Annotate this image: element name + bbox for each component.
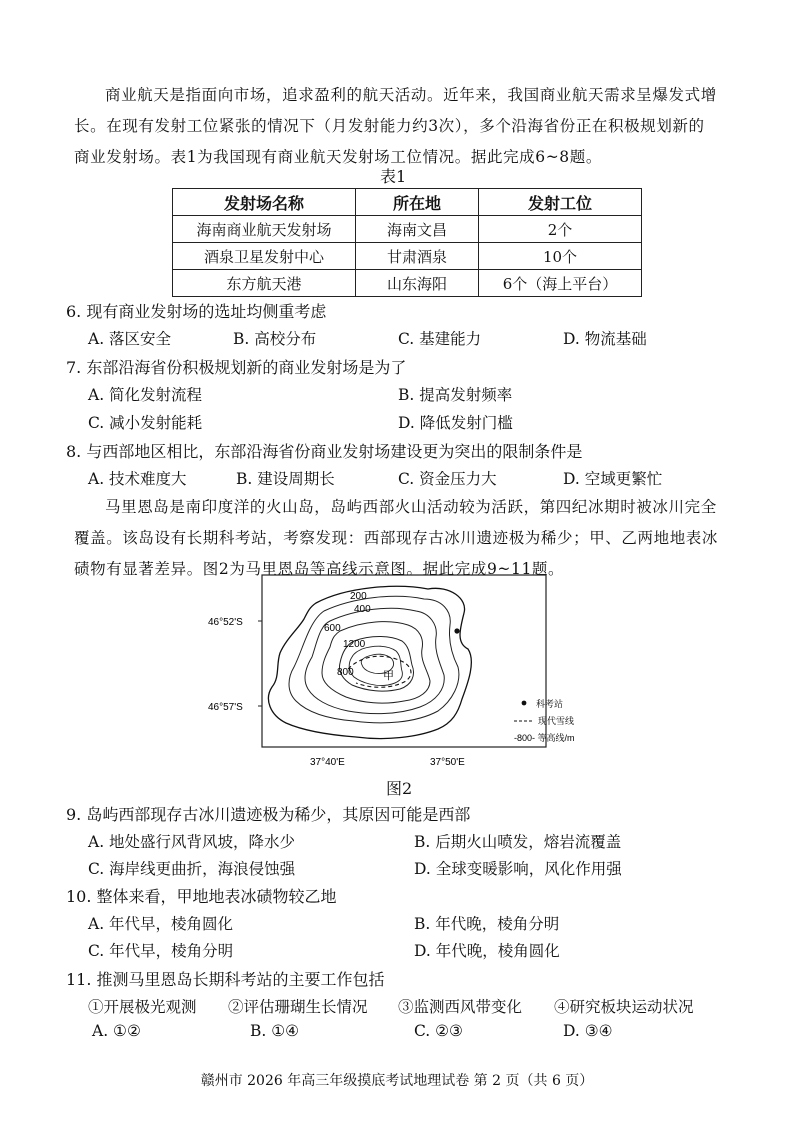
option-7a[interactable]: A. 简化发射流程 bbox=[88, 386, 203, 404]
option-6c[interactable]: C. 基建能力 bbox=[398, 330, 482, 348]
option-8d[interactable]: D. 空域更繁忙 bbox=[563, 470, 663, 488]
option-10d[interactable]: D. 年代晚，棱角圆化 bbox=[414, 942, 560, 960]
lon-label: 37°40'E bbox=[310, 757, 345, 768]
table-cell: 甘肃酒泉 bbox=[356, 243, 479, 270]
passage-line: 长。在现有发射工位紧张的情况下（月发射能力约3次），多个沿海省份正在积极规划新的 bbox=[74, 117, 705, 135]
table-header-row bbox=[173, 189, 642, 216]
option-6a[interactable]: A. 落区安全 bbox=[88, 330, 172, 348]
table-caption: 表1 bbox=[380, 167, 407, 186]
research-station-marker bbox=[454, 628, 459, 633]
contour-map bbox=[206, 573, 606, 773]
option-6b[interactable]: B. 高校分布 bbox=[233, 330, 317, 348]
option-9b[interactable]: B. 后期火山喷发，熔岩流覆盖 bbox=[414, 833, 622, 851]
option-10c[interactable]: C. 年代早，棱角分明 bbox=[88, 942, 234, 960]
table-row bbox=[173, 216, 642, 243]
option-11b[interactable]: B. ①④ bbox=[250, 1022, 300, 1040]
table-header: 发射场名称 bbox=[173, 189, 356, 216]
legend-station: 科考站 bbox=[536, 699, 564, 709]
table-cell: 海南文昌 bbox=[356, 216, 479, 243]
option-10b[interactable]: B. 年代晚，棱角分明 bbox=[414, 915, 560, 933]
statement-2: ②评估珊瑚生长情况 bbox=[228, 998, 368, 1016]
option-11c[interactable]: C. ②③ bbox=[414, 1022, 463, 1040]
option-7d[interactable]: D. 降低发射门槛 bbox=[398, 414, 513, 432]
question-7: 7. 东部沿海省份积极规划新的商业发射场是为了 bbox=[66, 358, 407, 377]
lat-label: 46°52'S bbox=[208, 617, 243, 628]
option-11d[interactable]: D. ③④ bbox=[563, 1022, 613, 1040]
option-7c[interactable]: C. 减小发射能耗 bbox=[88, 414, 203, 432]
passage-line: 商业航天是指面向市场，追求盈利的航天活动。近年来，我国商业航天需求呈爆发式增 bbox=[105, 86, 717, 104]
option-6d[interactable]: D. 物流基础 bbox=[563, 330, 647, 348]
table-header: 所在地 bbox=[356, 189, 479, 216]
legend-snowline: 现代雪线 bbox=[538, 716, 575, 726]
passage-1 bbox=[74, 80, 734, 173]
passage-line: 覆盖。该岛设有长期科考站，考察发现：西部现存古冰川遗迹极为稀少；甲、乙两地地表冰 bbox=[74, 529, 719, 547]
question-6: 6. 现有商业发射场的选址均侧重考虑 bbox=[66, 302, 327, 321]
table-header: 发射工位 bbox=[479, 189, 642, 216]
statement-3: ③监测西风带变化 bbox=[398, 998, 523, 1016]
statement-4: ④研究板块运动状况 bbox=[554, 998, 694, 1016]
option-8c[interactable]: C. 资金压力大 bbox=[398, 470, 497, 488]
launch-site-table bbox=[172, 188, 642, 297]
option-8b[interactable]: B. 建设周期长 bbox=[236, 470, 335, 488]
table-cell: 10个 bbox=[479, 243, 642, 270]
point-label-jia: 甲 bbox=[383, 669, 394, 682]
option-11a[interactable]: A. ①② bbox=[92, 1022, 141, 1040]
question-8: 8. 与西部地区相比，东部沿海省份商业发射场建设更为突出的限制条件是 bbox=[66, 442, 583, 461]
legend-station-icon bbox=[522, 701, 527, 706]
table-cell: 2个 bbox=[479, 216, 642, 243]
table-cell: 酒泉卫星发射中心 bbox=[173, 243, 356, 270]
lon-label: 37°50'E bbox=[430, 757, 465, 768]
contour-label: 800 bbox=[337, 667, 354, 678]
table-cell: 东方航天港 bbox=[173, 270, 356, 297]
passage-line: 马里恩岛是南印度洋的火山岛，岛屿西部火山活动较为活跃，第四纪冰期时被冰川完全 bbox=[105, 498, 717, 516]
contour-1000 bbox=[349, 646, 402, 685]
contour-200 bbox=[289, 596, 459, 723]
table-row bbox=[173, 270, 642, 297]
question-10: 10. 整体来看，甲地地表冰碛物较乙地 bbox=[66, 887, 337, 906]
passage-2 bbox=[74, 492, 734, 585]
option-10a[interactable]: A. 年代早，棱角圆化 bbox=[88, 915, 234, 933]
snowline bbox=[348, 656, 411, 687]
statement-1: ①开展极光观测 bbox=[88, 998, 197, 1016]
figure-caption: 图2 bbox=[386, 779, 413, 798]
option-8a[interactable]: A. 技术难度大 bbox=[88, 470, 187, 488]
table-cell: 海南商业航天发射场 bbox=[173, 216, 356, 243]
table-cell: 6个（海上平台） bbox=[479, 270, 642, 297]
option-9a[interactable]: A. 地处盛行风背风坡，降水少 bbox=[88, 833, 296, 851]
question-11: 11. 推测马里恩岛长期科考站的主要工作包括 bbox=[66, 970, 385, 989]
table-cell: 山东海阳 bbox=[356, 270, 479, 297]
option-9c[interactable]: C. 海岸线更曲折，海浪侵蚀强 bbox=[88, 860, 296, 878]
contour-label: 600 bbox=[324, 623, 341, 634]
lat-label: 46°57'S bbox=[208, 702, 243, 713]
contour-label: 400 bbox=[354, 604, 371, 615]
table-row bbox=[173, 243, 642, 270]
passage-line: 碛物有显著差异。图2为马里恩岛等高线示意图。据此完成9~11题。 bbox=[74, 560, 565, 578]
legend-contour: -800- 等高线/m bbox=[514, 733, 575, 743]
option-7b[interactable]: B. 提高发射频率 bbox=[398, 386, 513, 404]
page-footer: 赣州市 2026 年高三年级摸底考试地理试卷 第 2 页（共 6 页） bbox=[200, 1073, 594, 1089]
contour-label: 1200 bbox=[343, 639, 366, 650]
option-9d[interactable]: D. 全球变暖影响，风化作用强 bbox=[414, 860, 622, 878]
contour-label: 200 bbox=[350, 591, 367, 602]
passage-line: 商业发射场。表1为我国现有商业航天发射场工位情况。据此完成6~8题。 bbox=[74, 148, 602, 166]
question-9: 9. 岛屿西部现存古冰川遗迹极为稀少，其原因可能是西部 bbox=[66, 805, 471, 824]
